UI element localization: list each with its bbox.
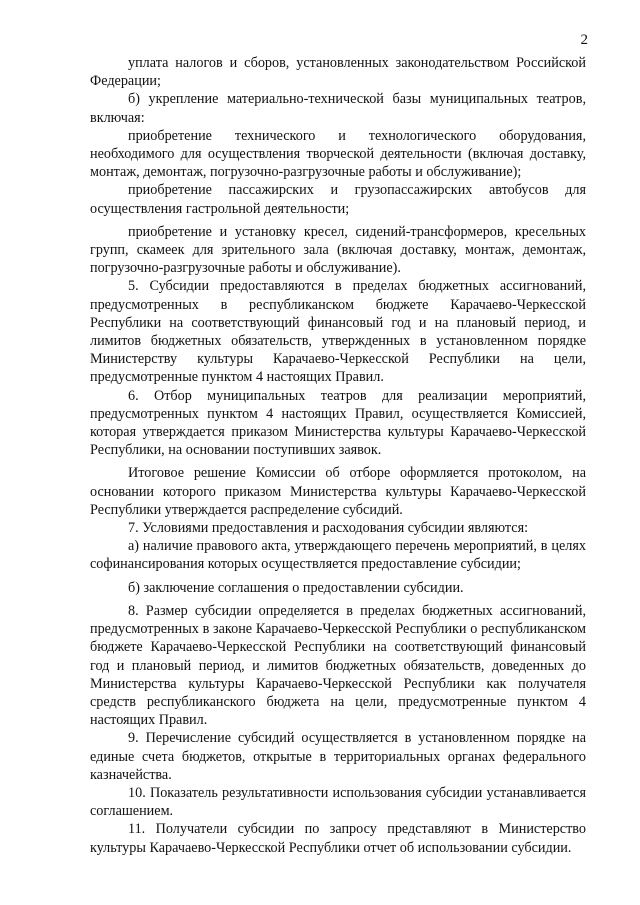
paragraph-seating-purchase: приобретение и установку кресел, сидений-трансформеров, кресельных групп, скамеек для зрительного зала (включая доставку, монтаж, демонтаж, погрузочно-разгрузочные работы и обслуживание). [90, 223, 586, 277]
document-body [90, 54, 586, 857]
paragraph-tax-payment: уплата налогов и сборов, установленных законодательством Российской Федерации; [90, 55, 586, 90]
paragraph-clause-10: 10. Показатель результативности использования субсидии устанавливается соглашением. [90, 784, 586, 820]
paragraph-clause-9: 9. Перечисление субсидий осуществляется в установленном порядке на единые счета бюджетов, открытые в территориальных органах федерального казначейства. [90, 730, 586, 783]
paragraph-clause-7-b: б) заключение соглашения о предоставлении субсидии. [128, 579, 464, 596]
paragraph-clause-8: 8. Размер субсидии определяется в пределах бюджетных ассигнований, предусмотренных в законе Карачаево-Черкесской Республики о республиканском бюджете Карачаево-Черкесской Республики на соответствующий финансовый год и плановый период, и лимитов бюджетных обязательств, доведенных до Министерства культуры Карачаево-Черкесской Республики как получателя средств республиканского бюджета на цели, предусмотренные пунктом 4 настоящих Правил. [90, 602, 586, 729]
paragraph-clause-6: 6. Отбор муниципальных театров для реализации мероприятий, предусмотренных пунктом 4 настоящих Правил, осуществляется Комиссией, которая утверждается приказом Министерства культуры Карачаево-Черкесской Республики, на основании поступивших заявок. [90, 387, 586, 459]
paragraph-bus-purchase: приобретение пассажирских и грузопассажирских автобусов для осуществления гастрольной деятельности; [90, 182, 586, 217]
paragraph-equipment-purchase: приобретение технического и технологического оборудования, необходимого для осуществления творческой деятельности (включая доставку, монтаж, демонтаж, погрузочно-разгрузочные работы и обслуживание); [90, 127, 586, 181]
paragraph-clause-11: 11. Получатели субсидии по запросу представляют в Министерство культуры Карачаево-Черкесской Республики отчет об использовании субсидии. [90, 821, 586, 856]
paragraph-clause-5: 5. Субсидии предоставляются в пределах бюджетных ассигнований, предусмотренных в республиканском бюджете Карачаево-Черкесской Республики на соответствующий финансовый год и на плановый период, и лимитов бюджетных обязательств, утвержденных в установленном порядке Министерству культуры Карачаево-Черкесской Республики на цели, предусмотренные пунктом 4 настоящих Правил. [90, 278, 586, 386]
paragraph-clause-7: 7. Условиями предоставления и расходования субсидии являются: [128, 520, 529, 537]
paragraph-item-b: б) укрепление материально-технической базы муниципальных театров, включая: [90, 91, 586, 126]
paragraph-clause-7-a: а) наличие правового акта, утверждающего перечень мероприятий, в целях софинансирования которых осуществляется предоставление субсидии; [90, 538, 586, 573]
page-number: 2 [580, 32, 588, 48]
paragraph-commission-decision: Итоговое решение Комиссии об отборе оформляется протоколом, на основании которого приказом Министерства культуры Карачаево-Черкесской Республики утверждается распределение субсидий. [90, 465, 586, 518]
